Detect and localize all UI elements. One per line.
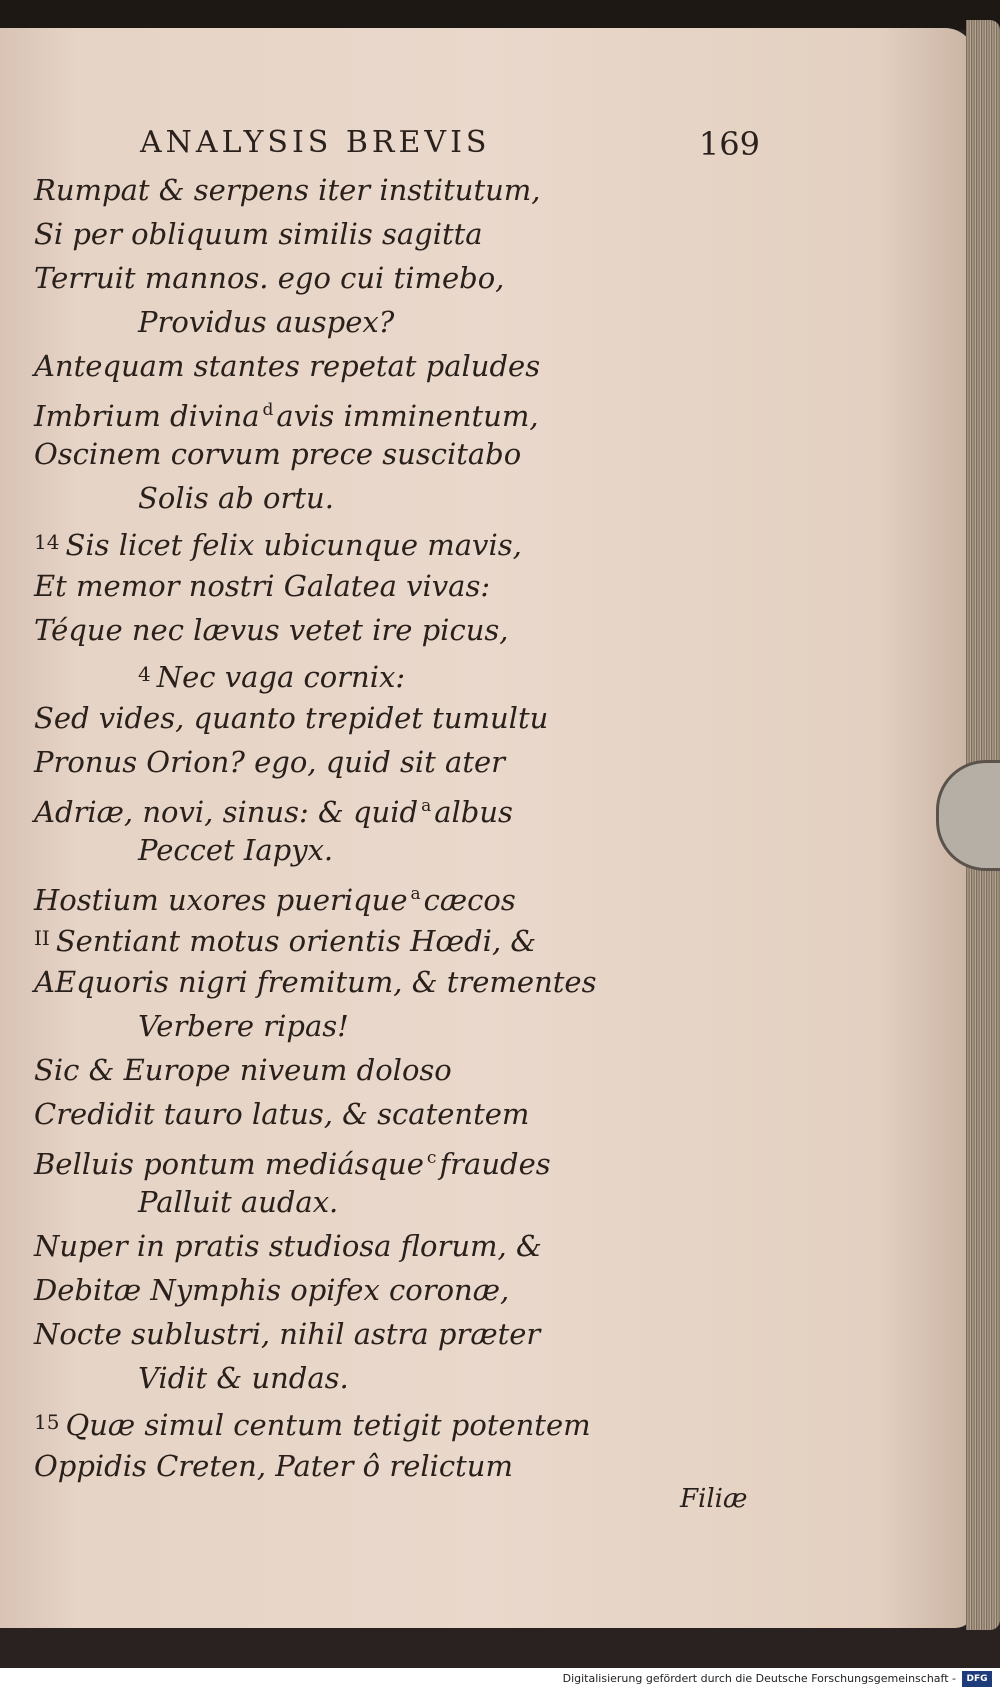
verse-line: Rumpat & serpens iter institutum, (34, 173, 541, 207)
verse-line: Si per obliquum similis sagitta (34, 217, 483, 251)
verse-line: Belluis pontum mediásque $^c$ fraudes (34, 1147, 551, 1181)
margin-number: 4 (138, 662, 151, 686)
verse-line: Oppidis Creten, Pater ô relictum (34, 1449, 513, 1483)
footnote-marker: c (426, 1148, 437, 1168)
verse-line: Imbrium divina $^d$ avis imminentum, (34, 399, 539, 433)
footnote-marker: a (421, 796, 432, 816)
verse-line: Et memor nostri Galatea vivas: (34, 569, 491, 603)
verse-line: Nuper in pratis studiosa florum, & (34, 1229, 542, 1263)
verse-line: Verbere ripas! (138, 1009, 349, 1043)
verse-line: Peccet Iapyx. (138, 833, 334, 867)
verse-line: Solis ab ortu. (138, 481, 334, 515)
poem-text (34, 168, 634, 1488)
catchword: Filiæ (680, 1484, 748, 1514)
page-header (140, 125, 760, 165)
verse-line: $^{15}$ Quæ simul centum tetigit potentem (34, 1408, 591, 1442)
verse-line: Oscinem corvum prece suscitabo (34, 437, 522, 471)
verse-line: Hostium uxores puerique $^a$ cæcos (34, 883, 516, 917)
verse-line: Antequam stantes repetat paludes (34, 349, 541, 383)
verse-line: Nocte sublustri, nihil astra præter (34, 1317, 541, 1351)
verse-line: Vidit & undas. (138, 1361, 349, 1395)
verse-line: Terruit mannos. ego cui timebo, (34, 261, 505, 295)
verse-line: Palluit audax. (138, 1185, 339, 1219)
verse-line: Debitæ Nymphis opifex coronæ, (34, 1273, 510, 1307)
margin-number: II (34, 926, 50, 950)
footnote-marker: d (262, 400, 274, 420)
verse-line: $^{II}$ Sentiant motus orientis Hœdi, & (34, 924, 537, 958)
verse-line: $^4$ Nec vaga cornix: (138, 660, 406, 694)
book-top-edge (0, 0, 1000, 30)
verse-line: Adriæ, novi, sinus: & quid $^a$ albus (34, 795, 513, 829)
page-number: 169 (698, 125, 760, 163)
verse-line: AEquoris nigri fremitum, & trementes (34, 965, 597, 999)
footer-credit: Digitalisierung gefördert durch die Deutsche Forschungsgemeinschaft - (562, 1672, 956, 1685)
footnote-marker: a (410, 884, 421, 904)
verse-line: Téque nec lævus vetet ire picus, (34, 613, 509, 647)
verse-line: Pronus Orion? ego, quid sit ater (34, 745, 506, 779)
verse-line: Credidit tauro latus, & scatentem (34, 1097, 530, 1131)
verse-line: $^{14}$ Sis licet felix ubicunque mavis, (34, 528, 522, 562)
margin-number: 14 (34, 530, 60, 554)
verse-line: Providus auspex? (138, 305, 395, 339)
digitization-footer (0, 1668, 1000, 1692)
verse-line: Sed vides, quanto trepidet tumultu (34, 701, 549, 735)
margin-number: 15 (34, 1410, 60, 1434)
dfg-logo: DFG (962, 1671, 992, 1687)
running-title: ANALYSIS BREVIS (140, 125, 491, 160)
verse-line: Sic & Europe niveum doloso (34, 1053, 452, 1087)
